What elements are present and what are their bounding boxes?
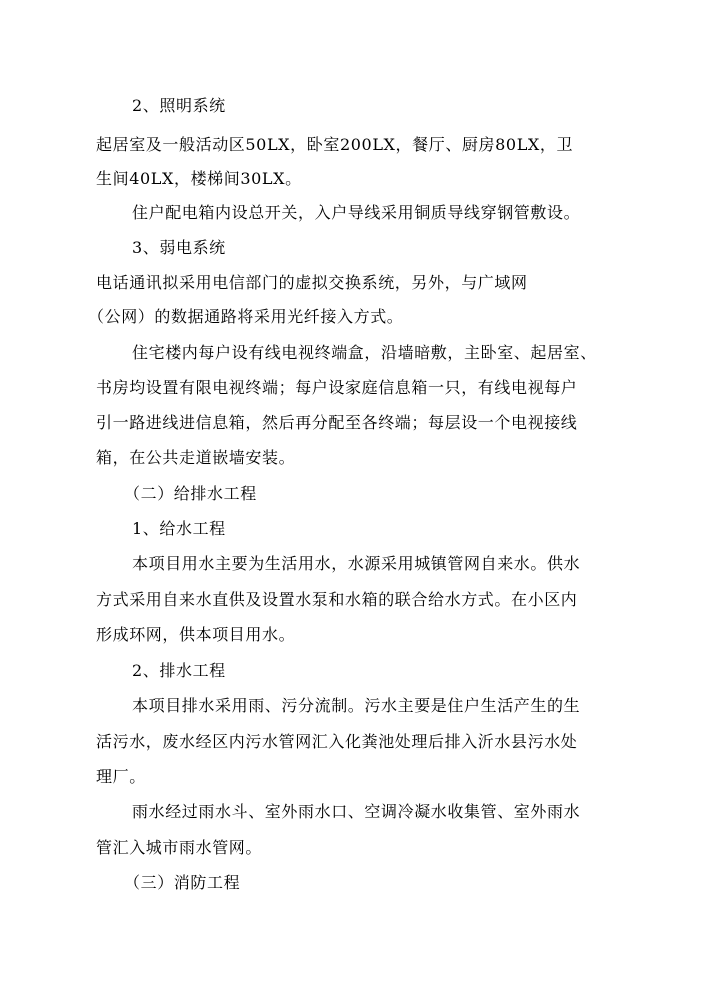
paragraph-line: 书房均设置有限电视终端；每户设家庭信息箱一只，有线电视每户 <box>96 378 578 397</box>
paragraph-line: 理厂。 <box>96 767 146 786</box>
paragraph-line: 住户配电箱内设总开关，入户导线采用铜质导线穿钢管敷设。 <box>132 203 581 222</box>
heading-weak-current-system: 3、弱电系统 <box>132 238 226 257</box>
paragraph-line: 形成环网，供本项目用水。 <box>96 625 296 644</box>
paragraph-line: 管汇入城市雨水管网。 <box>96 838 263 857</box>
paragraph-line: 引一路进线进信息箱，然后再分配至各终端；每层设一个电视接线 <box>96 413 578 432</box>
heading-drainage: 2、排水工程 <box>132 661 226 680</box>
paragraph-line: 雨水经过雨水斗、室外雨水口、空调冷凝水收集管、室外雨水 <box>132 802 581 821</box>
paragraph-line: 本项目排水采用雨、污分流制。污水主要是住户生活产生的生 <box>132 696 581 715</box>
paragraph-line: 起居室及一般活动区50LX，卧室200LX，餐厅、厨房80LX，卫 <box>96 135 574 154</box>
heading-fire-protection: （三）消防工程 <box>124 873 241 892</box>
paragraph-line: 活污水，废水经区内污水管网汇入化粪池处理后排入沂水县污水处 <box>96 732 578 751</box>
paragraph-line: 方式采用自来水直供及设置水泵和水箱的联合给水方式。在小区内 <box>96 590 578 609</box>
paragraph-line: 本项目用水主要为生活用水，水源采用城镇管网自来水。供水 <box>132 554 581 573</box>
paragraph-line: 电话通讯拟采用电信部门的虚拟交换系统，另外，与广域网 <box>96 273 528 292</box>
paragraph-line: 住宅楼内每户设有线电视终端盒，沿墙暗敷，主卧室、起居室、 <box>132 343 597 362</box>
heading-water-supply-drainage: （二）给排水工程 <box>124 484 257 503</box>
paragraph-line: 箱，在公共走道嵌墙安装。 <box>96 448 296 467</box>
heading-water-supply: 1、给水工程 <box>132 519 226 538</box>
heading-lighting-system: 2、照明系统 <box>132 96 226 115</box>
paragraph-line: 生间40LX，楼梯间30LX。 <box>96 169 302 188</box>
paragraph-line: （公网）的数据通路将采用光纤接入方式。 <box>88 307 404 326</box>
